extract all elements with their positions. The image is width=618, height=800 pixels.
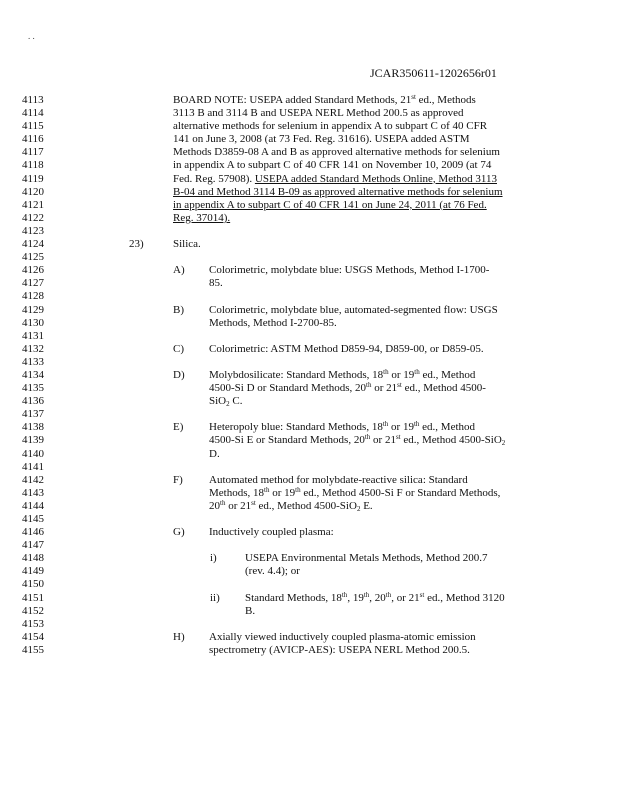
line-number: 4126: [22, 264, 44, 277]
text-run: C.: [229, 395, 243, 408]
text-run: in appendix A to subpart C of 40 CFR 141 on November 10, 2009 (at 74: [173, 159, 492, 172]
text-run: st: [395, 433, 401, 442]
text-run: (rev. 4.4); or: [245, 565, 300, 578]
line-number: 4115: [22, 120, 44, 133]
document-line: [0, 317, 618, 330]
line-text: [245, 605, 255, 618]
document-line: [0, 539, 618, 552]
document-line: [0, 500, 618, 513]
text-run: Axially viewed inductively coupled plasma-atomic emission: [209, 630, 476, 643]
text-run: th: [341, 590, 348, 599]
item-label: C): [173, 342, 184, 355]
text-run: 20: [209, 499, 220, 512]
document-line: [0, 238, 618, 251]
document-line: [0, 408, 618, 421]
line-text: [209, 434, 505, 447]
text-run: or 21: [225, 499, 252, 512]
document-line: [0, 605, 618, 618]
line-number: 4137: [22, 408, 44, 421]
text-run: Molybdosilicate: Standard Methods, 18: [209, 368, 384, 381]
line-number: 4114: [22, 107, 44, 120]
line-number: 4117: [22, 146, 44, 159]
line-text: [173, 146, 500, 159]
text-run: 141 on June 3, 2008 (at 73 Fed. Reg. 31616). USEPA added ASTM: [173, 133, 470, 146]
text-run: Colorimetric, molybdate blue, automated-segmented flow: USGS: [209, 303, 498, 316]
text-run: ed., Method 3120: [424, 591, 505, 604]
document-line: [0, 107, 618, 120]
text-run: 85.: [209, 277, 223, 290]
document-line: [0, 369, 618, 382]
line-number: 4151: [22, 591, 44, 604]
text-run: B-04 and Method 3114 B-09 as approved alternative methods for selenium: [173, 185, 503, 198]
line-text: [209, 382, 486, 395]
document-line: [0, 618, 618, 631]
line-number: 4139: [22, 434, 44, 447]
document-line: [0, 592, 618, 605]
line-number: 4131: [22, 329, 44, 342]
line-number: 4153: [22, 617, 44, 630]
text-run: BOARD NOTE: USEPA added Standard Methods, 21: [173, 94, 412, 106]
text-run: ed., Method: [419, 368, 476, 381]
text-run: th: [295, 485, 301, 494]
document-body: [0, 94, 618, 657]
text-run: Silica.: [173, 238, 201, 251]
line-number: 4133: [22, 355, 44, 368]
text-run: th: [220, 498, 226, 507]
line-number: 4146: [22, 526, 44, 539]
text-run: th: [413, 420, 420, 429]
text-run: ed., Method 4500-SiO: [255, 499, 357, 512]
document-line: [0, 644, 618, 657]
line-number: 4152: [22, 604, 44, 617]
line-number: 4127: [22, 277, 44, 290]
line-number: 4135: [22, 382, 44, 395]
item-label: F): [173, 473, 183, 486]
item-label: 23): [129, 238, 144, 251]
line-number: 4141: [22, 460, 44, 473]
text-run: 2: [226, 400, 230, 409]
text-run: Colorimetric, molybdate blue: USGS Methods, Method I-1700-: [209, 264, 490, 277]
text-run: B.: [245, 604, 256, 617]
text-run: ed., Method: [419, 421, 476, 434]
document-line: [0, 304, 618, 317]
line-number: 4119: [22, 172, 44, 185]
text-run: , 19: [347, 591, 364, 604]
text-run: th: [383, 367, 389, 376]
line-number: 4143: [22, 486, 44, 499]
line-text: [209, 317, 337, 330]
text-run: th: [364, 433, 371, 442]
text-run: Standard Methods, 18: [245, 591, 342, 604]
document-line: [0, 277, 618, 290]
document-line: [0, 173, 618, 186]
text-run: or 19: [388, 368, 415, 381]
item-label: A): [173, 264, 185, 277]
line-text: [245, 565, 300, 578]
text-run: , or 21: [391, 591, 420, 604]
item-label: D): [173, 368, 185, 381]
document-line: [0, 526, 618, 539]
document-line: [0, 395, 618, 408]
line-number: 4145: [22, 513, 44, 525]
line-number: 4129: [22, 303, 44, 316]
scan-corner-marks: . .: [28, 31, 35, 41]
text-run: spectrometry (AVICP-AES): USEPA NERL Method 200.5.: [209, 643, 470, 656]
document-line: [0, 94, 618, 107]
item-label: H): [173, 630, 185, 643]
item-label: E): [173, 421, 184, 434]
line-text: [209, 526, 334, 539]
line-number: 4154: [22, 630, 44, 643]
document-line: [0, 133, 618, 146]
text-run: 3113 B and 3114 B and USEPA NERL Method 200.5 as approved: [173, 107, 464, 120]
line-text: [209, 343, 484, 356]
text-run: or 19: [388, 421, 414, 434]
text-run: ed., Methods: [415, 94, 476, 106]
line-number: 4149: [22, 565, 44, 578]
text-run: or 19: [269, 486, 296, 499]
document-line: [0, 565, 618, 578]
text-run: Reg. 37014).: [173, 211, 231, 224]
document-line: [0, 225, 618, 238]
text-run: Methods D3859-08 A and B as approved alternative methods for selenium: [173, 146, 500, 159]
text-run: , 20: [369, 591, 386, 604]
line-number: 4130: [22, 316, 44, 329]
text-run: th: [366, 381, 372, 390]
line-number: 4155: [22, 643, 44, 656]
line-text: [209, 369, 475, 382]
document-line: [0, 159, 618, 172]
line-text: [245, 592, 505, 605]
line-number: 4147: [22, 539, 44, 552]
document-line: [0, 382, 618, 395]
line-text: [209, 474, 468, 487]
line-text: [173, 238, 201, 251]
text-run: th: [382, 420, 389, 429]
text-run: Colorimetric: ASTM Method D859-94, D859-00, or D859-05.: [209, 342, 484, 355]
line-text: [173, 212, 230, 225]
document-line: [0, 421, 618, 434]
line-text: [173, 133, 470, 146]
text-run: 4500-Si E or Standard Methods, 20: [209, 434, 365, 447]
text-run: Automated method for molybdate-reactive silica: Standard: [209, 473, 468, 486]
line-number: 4134: [22, 368, 44, 381]
document-line: [0, 330, 618, 343]
document-line: [0, 631, 618, 644]
text-run: or 21: [370, 434, 396, 447]
text-run: Methods, Method I-2700-85.: [209, 316, 337, 329]
document-line: [0, 474, 618, 487]
document-line: [0, 513, 618, 526]
line-number: 4118: [22, 159, 44, 172]
line-text: [173, 107, 463, 120]
line-number: 4142: [22, 473, 44, 486]
line-text: [173, 186, 503, 199]
line-number: 4120: [22, 185, 44, 198]
document-line: [0, 356, 618, 369]
line-number: 4128: [22, 290, 44, 303]
line-number: 4138: [22, 421, 44, 434]
text-run: USEPA Environmental Metals Methods, Method 200.7: [245, 552, 488, 565]
line-number: 4113: [22, 94, 44, 106]
document-line: [0, 578, 618, 591]
document-line: [0, 186, 618, 199]
text-run: in appendix A to subpart C of 40 CFR 141 on June 24, 2011 (at 76 Fed.: [173, 198, 487, 211]
text-run: Heteropoly blue: Standard Methods, 18: [209, 421, 383, 434]
text-run: th: [385, 590, 392, 599]
text-run: th: [264, 485, 270, 494]
line-text: [209, 277, 223, 290]
item-label: ii): [210, 591, 220, 604]
text-run: st: [397, 381, 402, 390]
text-run: alternative methods for selenium in appendix A to subpart C of 40 CFR: [173, 120, 488, 133]
line-number: 4125: [22, 251, 44, 264]
line-text: [209, 421, 475, 434]
document-line: [0, 264, 618, 277]
document-line: [0, 461, 618, 474]
line-number: 4132: [22, 342, 44, 355]
line-number: 4116: [22, 133, 44, 146]
text-run: th: [414, 367, 420, 376]
document-line: [0, 199, 618, 212]
line-text: [209, 264, 489, 277]
text-run: SiO: [209, 395, 227, 408]
document-line: [0, 487, 618, 500]
document-line: [0, 212, 618, 225]
text-run: ed., Method 4500-: [401, 382, 486, 395]
line-number: 4122: [22, 211, 44, 224]
text-run: ed., Method 4500-SiO: [400, 434, 502, 447]
line-number: 4150: [22, 578, 44, 591]
line-text: [245, 552, 488, 565]
item-label: G): [173, 526, 185, 539]
line-text: [173, 173, 497, 186]
line-number: 4148: [22, 552, 44, 565]
document-line: [0, 290, 618, 303]
document-line: [0, 448, 618, 461]
line-number: 4136: [22, 395, 44, 408]
line-text: [209, 644, 470, 657]
text-run: E.: [360, 499, 373, 512]
line-number: 4124: [22, 238, 44, 251]
document-line: [0, 251, 618, 264]
line-text: [209, 304, 498, 317]
text-run: USEPA added Standard Methods Online, Method 3113: [254, 172, 497, 185]
text-run: th: [363, 590, 370, 599]
document-line: [0, 120, 618, 133]
line-number: 4123: [22, 224, 44, 237]
line-text: [209, 395, 242, 408]
text-run: Inductively coupled plasma:: [209, 526, 334, 539]
line-number: 4144: [22, 499, 44, 512]
line-text: [173, 120, 487, 133]
line-text: [173, 159, 491, 172]
document-header: JCAR350611-1202656r01: [370, 66, 497, 80]
line-text: [209, 448, 220, 461]
text-run: ed., Method 4500-Si F or Standard Methods,: [300, 486, 501, 499]
text-run: st: [419, 590, 425, 599]
item-label: i): [210, 552, 217, 565]
line-text: [209, 631, 476, 644]
line-number: 4121: [22, 198, 44, 211]
text-run: Fed. Reg. 57908).: [173, 172, 255, 185]
text-run: Methods, 18: [209, 486, 264, 499]
text-run: st: [251, 498, 256, 507]
line-text: [173, 94, 476, 107]
document-line: [0, 434, 618, 447]
document-line: [0, 343, 618, 356]
text-run: st: [411, 93, 416, 101]
document-line: [0, 146, 618, 159]
text-run: D.: [209, 447, 220, 460]
text-run: 2: [356, 504, 361, 513]
text-run: or 21: [371, 382, 398, 395]
line-number: 4140: [22, 447, 44, 460]
document-line: [0, 552, 618, 565]
item-label: B): [173, 303, 184, 316]
text-run: 4500-Si D or Standard Methods, 20: [209, 382, 367, 395]
line-text: [173, 199, 487, 212]
text-run: 2: [501, 439, 506, 448]
line-text: [209, 500, 373, 513]
